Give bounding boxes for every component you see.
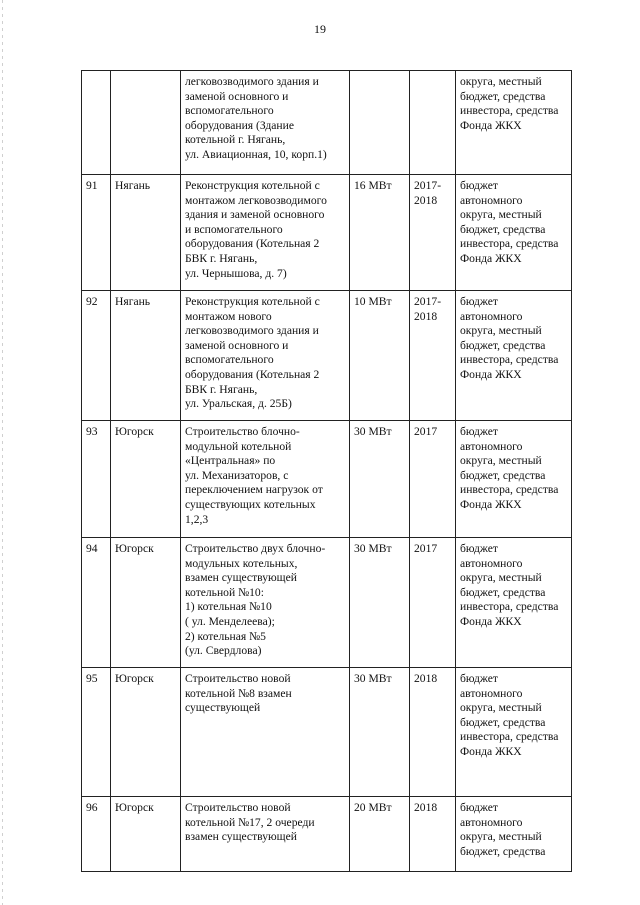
description-cell: Строительство новой котельной №8 взамен существующей [181,668,350,797]
city-cell: Югорск [111,421,181,538]
capacity-cell: 20 МВт [350,797,410,872]
table-row [82,421,572,538]
city-cell: Нягань [111,291,181,421]
row-number-cell: 91 [82,175,111,291]
description-cell: Реконструкция котельной с монтажом легковозводимого здания и заменой основного и вспомогательного оборудования (Котельная 2 БВК г. Нягань, ул. Чернышова, д. 7) [181,175,350,291]
description-cell: Строительство двух блочно- модульных котельных, взамен существующей котельной №10: 1) котельная №10 ( ул. Менделеева); 2) котельная №5 (ул. Свердлова) [181,538,350,668]
funding-cell: бюджет автономного округа, местный бюджет, средства инвестора, средства Фонда ЖКХ [456,668,572,797]
description-cell: Строительство новой котельной №17, 2 очереди взамен существующей [181,797,350,872]
funding-cell: округа, местный бюджет, средства инвестора, средства Фонда ЖКХ [456,71,572,175]
capacity-cell: 30 МВт [350,538,410,668]
capacity-cell: 16 МВт [350,175,410,291]
row-number-cell: 96 [82,797,111,872]
funding-cell: бюджет автономного округа, местный бюджет, средства [456,797,572,872]
city-cell [111,71,181,175]
city-cell: Нягань [111,175,181,291]
years-cell [410,71,456,175]
table-row [82,175,572,291]
capacity-cell [350,71,410,175]
funding-cell: бюджет автономного округа, местный бюджет, средства инвестора, средства Фонда ЖКХ [456,538,572,668]
page-number: 19 [314,22,326,36]
funding-cell: бюджет автономного округа, местный бюджет, средства инвестора, средства Фонда ЖКХ [456,175,572,291]
row-number-cell: 92 [82,291,111,421]
table-row [82,538,572,668]
years-cell: 2018 [410,797,456,872]
city-cell: Югорск [111,538,181,668]
row-number-cell: 93 [82,421,111,538]
years-cell: 2017- 2018 [410,291,456,421]
table-row [82,291,572,421]
row-number-cell: 95 [82,668,111,797]
table-row [82,71,572,175]
description-cell: Строительство блочно- модульной котельной «Центральная» по ул. Механизаторов, с переключением нагрузок от существующих котельных 1,2,3 [181,421,350,538]
funding-cell: бюджет автономного округа, местный бюджет, средства инвестора, средства Фонда ЖКХ [456,421,572,538]
capacity-cell: 30 МВт [350,421,410,538]
city-cell: Югорск [111,797,181,872]
table-row [82,797,572,872]
table-row [82,668,572,797]
years-cell: 2017- 2018 [410,175,456,291]
capacity-cell: 10 МВт [350,291,410,421]
years-cell: 2018 [410,668,456,797]
funding-cell: бюджет автономного округа, местный бюджет, средства инвестора, средства Фонда ЖКХ [456,291,572,421]
description-cell: Реконструкция котельной с монтажом нового легковозводимого здания и заменой основного и вспомогательного оборудования (Котельная 2 БВК г. Нягань, ул. Уральская, д. 25Б) [181,291,350,421]
years-cell: 2017 [410,538,456,668]
description-cell: легковозводимого здания и заменой основного и вспомогательного оборудования (Здание котельной г. Нягань, ул. Авиационная, 10, корп.1) [181,71,350,175]
row-number-cell: 94 [82,538,111,668]
city-cell: Югорск [111,668,181,797]
projects-table [81,70,572,872]
capacity-cell: 30 МВт [350,668,410,797]
years-cell: 2017 [410,421,456,538]
scan-edge-artifact [2,0,3,905]
row-number-cell [82,71,111,175]
